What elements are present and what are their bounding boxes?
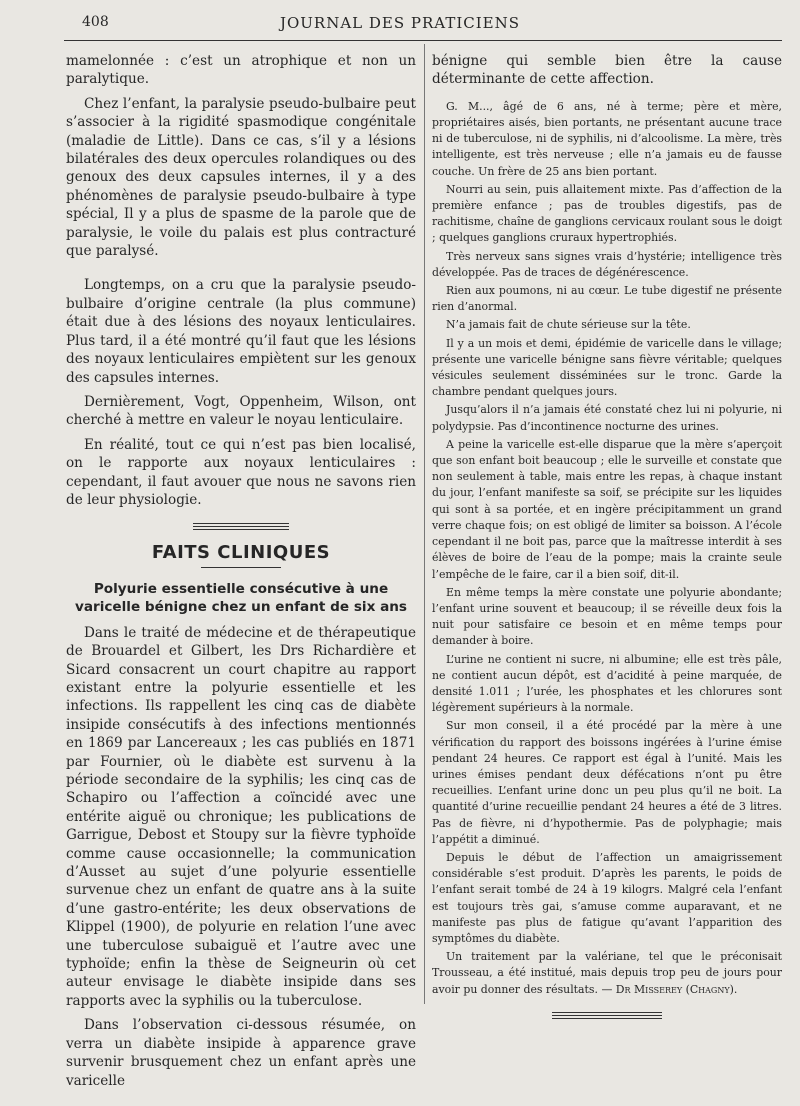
observation-paragraph <box>432 949 782 998</box>
title-underline <box>201 567 281 568</box>
paragraph: Chez l’enfant, la paralysie pseudo-bulbaire peut s’associer à la rigidité spasmodique congénitale (maladie de Little). Dans ce cas, s’il y a lésions bilatérales des deux opercules rolandiques ou des genoux des deux capsules internes, il y a des phénomènes de paralysie pseudo-bulbaire à type spécial, Il y a plus de spasme de la parole que de paralysie, le voile du palais est plus contracturé que paralysé. <box>66 95 416 260</box>
observation-paragraph: N’a jamais fait de chute sérieuse sur la tête. <box>446 318 691 332</box>
observation-paragraph: Il y a un mois et demi, épidémie de varicelle dans le village; présente une varicelle bénigne sans fièvre véritable; quelques vésicules seulement disséminées sur le tronc. Garde la chambre pendant quelques jours. <box>432 336 782 399</box>
running-title: JOURNAL DES PRATICIENS <box>279 14 521 32</box>
right-column <box>432 52 782 1021</box>
paragraph: Dans l’observation ci-dessous résumée, on verra un diabète insipide à apparence grave survenir brusquement chez un enfant après une varicelle <box>66 1017 416 1089</box>
paragraph: En réalité, tout ce qui n’est pas bien localisé, on le rapporte aux noyaux lenticulaires : cependant, il faut avouer que nous ne savons rien de leur physiologie. <box>66 436 416 508</box>
page-header <box>0 10 800 34</box>
observation-paragraph: G. M..., âgé de 6 ans, né à terme; père et mère, propriétaires aisés, bien portants, ne présentant aucune trace ni de tuberculose, ni de syphilis, ni d’alcoolisme. La mère, très intelligente, est très nerveuse ; elle n’a jamais eu de fausse couche. Un frère de 25 ans bien portant. <box>432 99 782 178</box>
paragraph-text: Un traitement par la valériane, tel que le préconisait Trousseau, a été institué, mais depuis trop peu de jours pour avoir pu donner des résultats. <box>432 950 782 996</box>
observation-paragraph: Sur mon conseil, il a été procédé par la mère à une vérification du rapport des boissons ingérées à l’urine émise pendant 24 heures. Ce rapport est égal à l’unité. Mais les urines émises pendant deux défécations n’ont pu être recueillies. L’enfant urine donc un peu plus qu’il ne boit. La quantité d’urine recueillie pendant 24 heures a été de 3 litres. Pas de fièvre, ni d’hypothermie. Pas de polyphagie; mais l’appétit a diminué. <box>432 719 782 846</box>
observation-paragraph: Rien aux poumons, ni au cœur. Le tube digestif ne présente rien d’anormal. <box>432 284 782 314</box>
paragraph: bénigne qui semble bien être la cause déterminante de cette affection. <box>432 53 782 88</box>
section-title: FAITS CLINIQUES <box>151 542 331 564</box>
observation-paragraph: A peine la varicelle est-elle disparue que la mère s’aperçoit que son enfant boit beaucoup ; elle le surveille et constate que non seulement à table, mais entre les repas, à chaque instant du jour, l’enfant manifeste sa soif, se précipite sur les liquides qui sont à sa portée, et en ingère précipitamment un grand verre chaque fois; on est obligé de limiter sa boisson. A l’école cependant il ne boit pas, parce que la maîtresse interdit à ses élèves de boire de l’eau de la pompe; mais la crainte seule l’empêche de le faire, car il a bien soif, dit-il. <box>432 437 782 581</box>
author-signature: — Dr Misserey (Chagny). <box>601 982 738 996</box>
column-divider <box>424 44 425 1004</box>
observation-paragraph: Nourri au sein, puis allaitement mixte. Pas d’affection de la première enfance ; pas de troubles digestifs, pas de rachitisme, chaîne de ganglions cervicaux roulant sous le doigt ; quelques ganglions cruraux hypertrophiés. <box>432 182 782 245</box>
observation-paragraph: Très nerveux sans signes vrais d’hystérie; intelligence très développée. Pas de traces de dégénérescence. <box>432 249 782 279</box>
section-divider <box>193 523 289 530</box>
paragraph: Longtemps, on a cru que la paralysie pseudo-bulbaire d’origine centrale (la plus commune) était due à des lésions des noyaux lenticulaires. Plus tard, il a été montré qu’il faut que les lésions des noyaux lenticulaires empiètent sur les genoux des capsules internes. <box>66 277 416 386</box>
end-divider <box>552 1012 662 1019</box>
page-number: 408 <box>82 14 109 30</box>
article-title: Polyurie essentielle consécutive à une varicelle bénigne chez un enfant de six ans <box>74 580 408 615</box>
paragraph: Dernièrement, Vogt, Oppenheim, Wilson, ont cherché à mettre en valeur le noyau lenticulaire. <box>66 393 416 429</box>
observation-paragraph: Jusqu’alors il n’a jamais été constaté chez lui ni polyurie, ni polydypsie. Pas d’incontinence nocturne des urines. <box>432 403 782 433</box>
paragraph: mamelonnée : c’est un atrophique et non un paralytique. <box>66 53 416 88</box>
header-rule <box>64 40 782 41</box>
observation-paragraph: En même temps la mère constate une polyurie abondante; l’enfant urine souvent et beaucoup; il se réveille deux fois la nuit pour satisfaire ce besoin et en même temps pour demander à boire. <box>432 585 782 648</box>
observation-paragraph: L’urine ne contient ni sucre, ni albumine; elle est très pâle, ne contient aucun dépôt, est d’acidité à peine marquée, de densité 1.011 ; l’urée, les phosphates et les chlorures sont légèrement supérieurs à la normale. <box>432 652 782 715</box>
left-column <box>66 52 416 1096</box>
paragraph: Dans le traité de médecine et de thérapeutique de Brouardel et Gilbert, les Drs Richardière et Sicard consacrent un court chapitre au rapport existant entre la polyurie essentielle et les infections. Ils rappellent les cinq cas de diabète insipide consécutifs à des infections mentionnés en 1869 par Lancereaux ; les cas publiés en 1871 par Fournier, où le diabète est survenu à la période secondaire de la syphilis; les cinq cas de Schapiro ou l’affection a coïncidé avec une entérite aiguë ou chronique; les publications de Garrigue, Debost et Stoupy sur la fièvre typhoïde comme cause occasionnelle; la communication d’Ausset au sujet d’une polyurie essentielle survenue chez un enfant de quatre ans à la suite d’une gastro-entérite; les deux observations de Klippel (1900), de polyurie en relation l’une avec une tuberculose subaiguë et l’autre avec une typhoïde; enfin la thèse de Seigneurin où cet auteur envisage le diabète insipide dans ses rapports avec la syphilis ou la tuberculose. <box>66 624 416 1009</box>
observation-paragraph: Depuis le début de l’affection un amaigrissement considérable s’est produit. D’après les parents, le poids de l’enfant serait tombé de 24 à 19 kilogrs. Malgré cela l’enfant est toujours très gai, s’amuse comme auparavant, et ne manifeste pas plus de fatigue qu’avant l’apparition des symptômes du diabète. <box>432 850 782 945</box>
